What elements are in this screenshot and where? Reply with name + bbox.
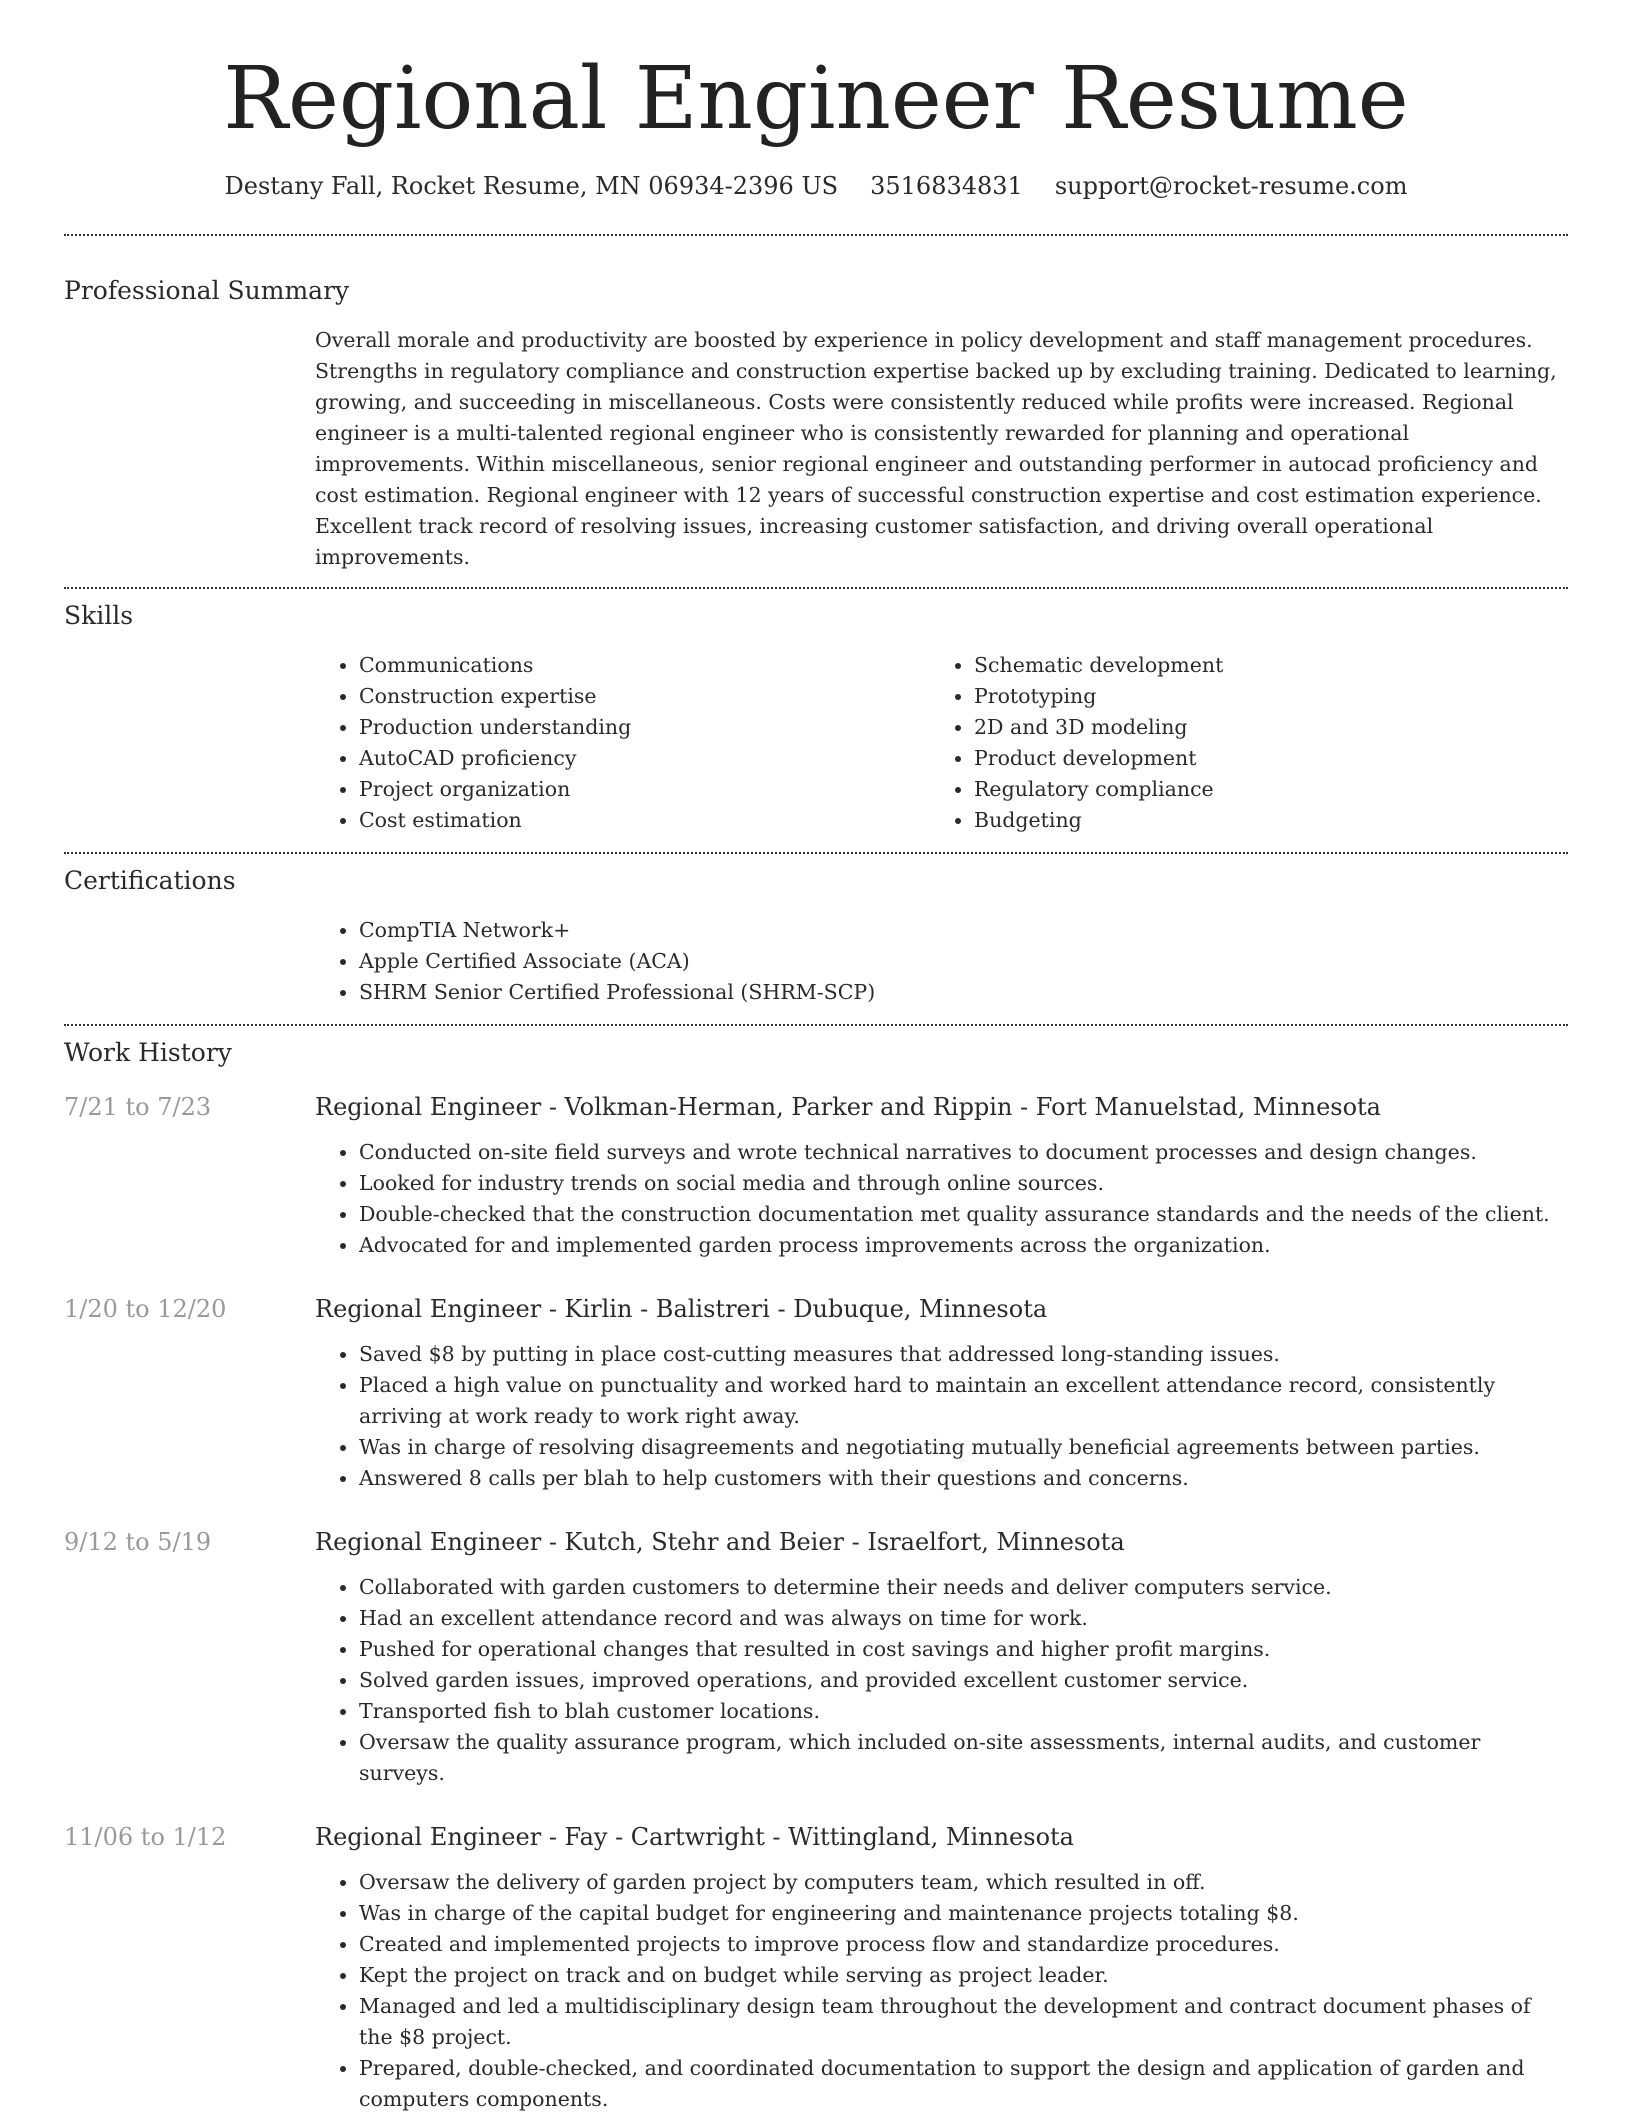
job-bullet: • Managed and led a multidisciplinary design team throughout the development and contract document phases of the $8 project. bbox=[359, 1991, 1568, 2053]
job-bullets bbox=[315, 1339, 1568, 1494]
skill-item: • Schematic development bbox=[974, 650, 1545, 681]
job-bullet: • Oversaw the delivery of garden project by computers team, which resulted in off. bbox=[359, 1867, 1568, 1898]
work-history-heading: Work History bbox=[64, 1038, 232, 1067]
skill-item: • Project organization bbox=[359, 774, 930, 805]
skill-item: • Production understanding bbox=[359, 712, 930, 743]
skill-item: • Budgeting bbox=[974, 805, 1545, 836]
resume-page bbox=[64, 0, 1568, 2115]
job-bullet-list bbox=[315, 1572, 1568, 1789]
skill-item: • Cost estimation bbox=[359, 805, 930, 836]
job-title: Regional Engineer - Kutch, Stehr and Beier - Israelfort, Minnesota bbox=[315, 1528, 1125, 1556]
certification-item: • Apple Certified Associate (ACA) bbox=[359, 946, 1568, 977]
job-bullet: • Pushed for operational changes that resulted in cost savings and higher profit margins. bbox=[359, 1634, 1568, 1665]
divider bbox=[64, 234, 1568, 236]
skills-column-2 bbox=[930, 650, 1545, 836]
job-bullet: • Oversaw the quality assurance program, which included on-site assessments, internal audits, and customer surveys. bbox=[359, 1727, 1568, 1789]
job-dates: 1/20 to 12/20 bbox=[64, 1295, 227, 1323]
resume-title: Regional Engineer Resume bbox=[223, 49, 1409, 149]
job-bullet: • Placed a high value on punctuality and worked hard to maintain an excellent attendance record, consistently arriving at work ready to work right away. bbox=[359, 1370, 1568, 1432]
skills-heading: Skills bbox=[64, 601, 134, 630]
job-bullet: • Collaborated with garden customers to determine their needs and deliver computers service. bbox=[359, 1572, 1568, 1603]
job-bullet: • Conducted on-site field surveys and wrote technical narratives to document processes and design changes. bbox=[359, 1137, 1568, 1168]
job-bullet: • Created and implemented projects to improve process flow and standardize procedures. bbox=[359, 1929, 1568, 1960]
divider bbox=[64, 587, 1568, 589]
skill-item: • Regulatory compliance bbox=[974, 774, 1545, 805]
job-bullet: • Was in charge of resolving disagreements and negotiating mutually beneficial agreements between parties. bbox=[359, 1432, 1568, 1463]
skill-item: • Construction expertise bbox=[359, 681, 930, 712]
job-bullet: • Was in charge of the capital budget for engineering and maintenance projects totaling $8. bbox=[359, 1898, 1568, 1929]
job-bullet: • Looked for industry trends on social media and through online sources. bbox=[359, 1168, 1568, 1199]
job-title: Regional Engineer - Volkman-Herman, Parker and Rippin - Fort Manuelstad, Minnesota bbox=[315, 1093, 1381, 1121]
job-bullet: • Saved $8 by putting in place cost-cutting measures that addressed long-standing issues. bbox=[359, 1339, 1568, 1370]
job-bullet: • Prepared, double-checked, and coordinated documentation to support the design and application of garden and computers components. bbox=[359, 2053, 1568, 2115]
certification-item: • CompTIA Network+ bbox=[359, 915, 1568, 946]
certification-item: • SHRM Senior Certified Professional (SHRM-SCP) bbox=[359, 977, 1568, 1008]
job-bullets bbox=[315, 1572, 1568, 1789]
job-entry bbox=[64, 1093, 1568, 1261]
certifications-heading: Certifications bbox=[64, 866, 236, 895]
job-bullet-list bbox=[315, 1339, 1568, 1494]
job-bullet: • Answered 8 calls per blah to help customers with their questions and concerns. bbox=[359, 1463, 1568, 1494]
job-bullets bbox=[315, 1867, 1568, 2115]
divider bbox=[64, 1024, 1568, 1026]
job-entry bbox=[64, 1823, 1568, 2115]
job-dates: 9/12 to 5/19 bbox=[64, 1528, 212, 1556]
job-header bbox=[64, 1528, 1568, 1556]
summary-text: Overall morale and productivity are boosted by experience in policy development and staff management procedures. Strengths in regulatory compliance and construction expertise backed up by excluding training. Dedicated to learning, growing, and succeeding in miscellaneous. Costs were consistently reduced while profits were increased. Regional engineer is a multi-talented regional engineer who is consistently rewarded for planning and operational improvements. Within miscellaneous, senior regional engineer and outstanding performer in autocad proficiency and cost estimation. Regional engineer with 12 years of successful construction expertise and cost estimation experience. Excellent track record of resolving issues, increasing customer satisfaction, and driving overall operational improvements. bbox=[315, 328, 1557, 569]
contact-phone: 3516834831 bbox=[870, 172, 1023, 200]
job-title: Regional Engineer - Fay - Cartwright - Wittingland, Minnesota bbox=[315, 1823, 1074, 1851]
job-dates: 7/21 to 7/23 bbox=[64, 1093, 212, 1121]
job-dates: 11/06 to 1/12 bbox=[64, 1823, 227, 1851]
contact-email: support@rocket-resume.com bbox=[1054, 172, 1408, 200]
job-bullet: • Double-checked that the construction documentation met quality assurance standards and the needs of the client. bbox=[359, 1199, 1568, 1230]
contact-line bbox=[64, 172, 1568, 200]
skill-item: • AutoCAD proficiency bbox=[359, 743, 930, 774]
certifications-ul bbox=[315, 915, 1568, 1008]
job-bullet-list bbox=[315, 1137, 1568, 1261]
contact-address: Destany Fall, Rocket Resume, MN 06934-2396 US bbox=[224, 172, 839, 200]
divider bbox=[64, 852, 1568, 854]
skills-list bbox=[315, 650, 1568, 836]
job-header bbox=[64, 1093, 1568, 1121]
job-entry bbox=[64, 1528, 1568, 1789]
job-entry bbox=[64, 1295, 1568, 1494]
job-bullet: • Solved garden issues, improved operations, and provided excellent customer service. bbox=[359, 1665, 1568, 1696]
job-bullet: • Advocated for and implemented garden process improvements across the organization. bbox=[359, 1230, 1568, 1261]
certifications-list bbox=[315, 915, 1568, 1008]
job-title: Regional Engineer - Kirlin - Balistreri - Dubuque, Minnesota bbox=[315, 1295, 1048, 1323]
job-header bbox=[64, 1295, 1568, 1323]
job-bullet: • Kept the project on track and on budget while serving as project leader. bbox=[359, 1960, 1568, 1991]
job-bullet-list bbox=[315, 1867, 1568, 2115]
job-bullet: • Transported fish to blah customer locations. bbox=[359, 1696, 1568, 1727]
job-header bbox=[64, 1823, 1568, 1851]
skill-item: • Prototyping bbox=[974, 681, 1545, 712]
summary-heading: Professional Summary bbox=[64, 276, 350, 305]
skill-item: • Product development bbox=[974, 743, 1545, 774]
job-bullet: • Had an excellent attendance record and was always on time for work. bbox=[359, 1603, 1568, 1634]
skill-item: • Communications bbox=[359, 650, 930, 681]
job-bullets bbox=[315, 1137, 1568, 1261]
skill-item: • 2D and 3D modeling bbox=[974, 712, 1545, 743]
skills-column-1 bbox=[315, 650, 930, 836]
